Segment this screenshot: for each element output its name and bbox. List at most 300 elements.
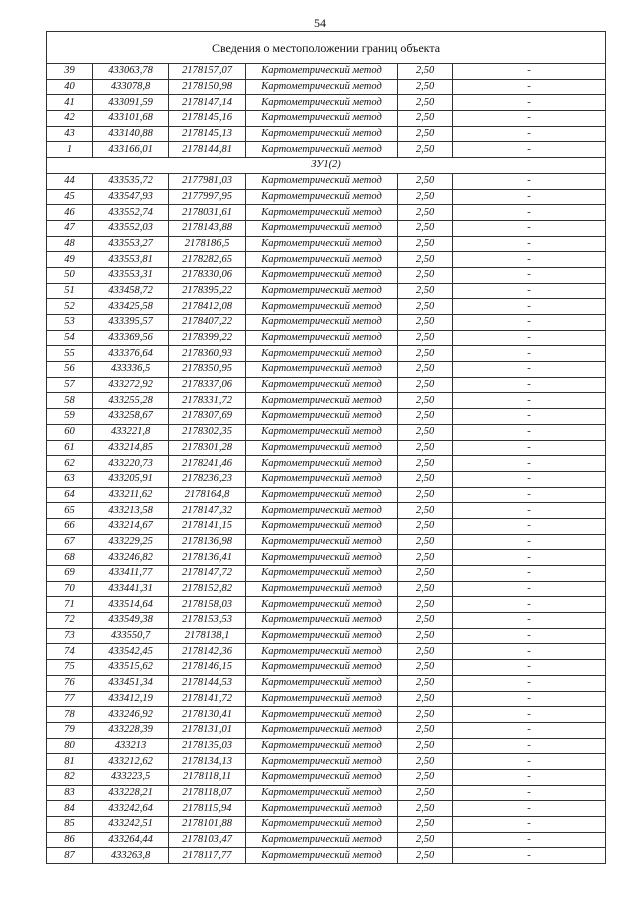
- y-coordinate-cell: 2178131,01: [169, 722, 246, 738]
- point-number-cell: 71: [47, 597, 93, 613]
- y-coordinate-cell: 2178145,16: [169, 111, 246, 127]
- y-coordinate-cell: 2178144,53: [169, 675, 246, 691]
- point-number-cell: 41: [47, 95, 93, 111]
- description-cell: -: [453, 236, 606, 252]
- description-cell: -: [453, 283, 606, 299]
- table-row: [47, 252, 606, 268]
- point-number-cell: 43: [47, 126, 93, 142]
- description-cell: -: [453, 79, 606, 95]
- method-cell: Картометрический метод: [246, 503, 398, 519]
- table-row: [47, 330, 606, 346]
- accuracy-cell: 2,50: [398, 581, 453, 597]
- table-row: [47, 283, 606, 299]
- table-title: Сведения о местоположении границ объекта: [47, 32, 606, 64]
- description-cell: -: [453, 299, 606, 315]
- y-coordinate-cell: 2178134,13: [169, 754, 246, 770]
- description-cell: -: [453, 722, 606, 738]
- x-coordinate-cell: 433213,58: [93, 503, 169, 519]
- description-cell: -: [453, 738, 606, 754]
- point-number-cell: 67: [47, 534, 93, 550]
- table-row: [47, 173, 606, 189]
- x-coordinate-cell: 433369,56: [93, 330, 169, 346]
- table-row: [47, 738, 606, 754]
- y-coordinate-cell: 2178135,03: [169, 738, 246, 754]
- accuracy-cell: 2,50: [398, 236, 453, 252]
- method-cell: Картометрический метод: [246, 95, 398, 111]
- method-cell: Картометрический метод: [246, 628, 398, 644]
- page-number: 54: [314, 16, 326, 30]
- y-coordinate-cell: 2178301,28: [169, 440, 246, 456]
- x-coordinate-cell: 433264,44: [93, 832, 169, 848]
- point-number-cell: 47: [47, 220, 93, 236]
- y-coordinate-cell: 2178337,06: [169, 377, 246, 393]
- table-row: [47, 691, 606, 707]
- x-coordinate-cell: 433242,64: [93, 801, 169, 817]
- y-coordinate-cell: 2178302,35: [169, 424, 246, 440]
- accuracy-cell: 2,50: [398, 675, 453, 691]
- accuracy-cell: 2,50: [398, 252, 453, 268]
- accuracy-cell: 2,50: [398, 377, 453, 393]
- y-coordinate-cell: 2178157,07: [169, 64, 246, 80]
- table-row: [47, 299, 606, 315]
- description-cell: -: [453, 691, 606, 707]
- description-cell: -: [453, 362, 606, 378]
- table-row: [47, 660, 606, 676]
- description-cell: -: [453, 848, 606, 864]
- x-coordinate-cell: 433213: [93, 738, 169, 754]
- accuracy-cell: 2,50: [398, 315, 453, 331]
- method-cell: Картометрический метод: [246, 393, 398, 409]
- table-row: [47, 644, 606, 660]
- table-row: [47, 236, 606, 252]
- point-number-cell: 59: [47, 409, 93, 425]
- table-row: [47, 189, 606, 205]
- accuracy-cell: 2,50: [398, 550, 453, 566]
- description-cell: -: [453, 189, 606, 205]
- y-coordinate-cell: 2178031,61: [169, 205, 246, 221]
- section-label: ЗУ1(2): [47, 158, 606, 174]
- x-coordinate-cell: 433228,39: [93, 722, 169, 738]
- table-row: [47, 424, 606, 440]
- section-row: [47, 158, 606, 174]
- accuracy-cell: 2,50: [398, 205, 453, 221]
- table-row: [47, 377, 606, 393]
- method-cell: Картометрический метод: [246, 362, 398, 378]
- point-number-cell: 50: [47, 267, 93, 283]
- point-number-cell: 39: [47, 64, 93, 80]
- description-cell: -: [453, 832, 606, 848]
- method-cell: Картометрический метод: [246, 518, 398, 534]
- x-coordinate-cell: 433553,27: [93, 236, 169, 252]
- x-coordinate-cell: 433063,78: [93, 64, 169, 80]
- x-coordinate-cell: 433229,25: [93, 534, 169, 550]
- table-row: [47, 315, 606, 331]
- description-cell: -: [453, 95, 606, 111]
- description-cell: -: [453, 205, 606, 221]
- table-row: [47, 534, 606, 550]
- table-row: [47, 205, 606, 221]
- y-coordinate-cell: 2178141,72: [169, 691, 246, 707]
- accuracy-cell: 2,50: [398, 330, 453, 346]
- x-coordinate-cell: 433553,31: [93, 267, 169, 283]
- table-row: [47, 722, 606, 738]
- table-row: [47, 142, 606, 158]
- description-cell: -: [453, 440, 606, 456]
- accuracy-cell: 2,50: [398, 534, 453, 550]
- point-number-cell: 44: [47, 173, 93, 189]
- x-coordinate-cell: 433549,38: [93, 613, 169, 629]
- table-row: [47, 95, 606, 111]
- point-number-cell: 75: [47, 660, 93, 676]
- x-coordinate-cell: 433214,85: [93, 440, 169, 456]
- table-row: [47, 597, 606, 613]
- method-cell: Картометрический метод: [246, 377, 398, 393]
- y-coordinate-cell: 2178118,07: [169, 785, 246, 801]
- y-coordinate-cell: 2178147,32: [169, 503, 246, 519]
- accuracy-cell: 2,50: [398, 79, 453, 95]
- description-cell: -: [453, 252, 606, 268]
- description-cell: -: [453, 581, 606, 597]
- accuracy-cell: 2,50: [398, 362, 453, 378]
- x-coordinate-cell: 433412,19: [93, 691, 169, 707]
- description-cell: -: [453, 142, 606, 158]
- x-coordinate-cell: 433228,21: [93, 785, 169, 801]
- point-number-cell: 49: [47, 252, 93, 268]
- method-cell: Картометрический метод: [246, 738, 398, 754]
- point-number-cell: 57: [47, 377, 93, 393]
- y-coordinate-cell: 2178164,8: [169, 487, 246, 503]
- y-coordinate-cell: 2178147,14: [169, 95, 246, 111]
- point-number-cell: 52: [47, 299, 93, 315]
- method-cell: Картометрический метод: [246, 409, 398, 425]
- table-row: [47, 487, 606, 503]
- table-row: [47, 581, 606, 597]
- method-cell: Картометрический метод: [246, 471, 398, 487]
- x-coordinate-cell: 433441,31: [93, 581, 169, 597]
- description-cell: -: [453, 613, 606, 629]
- y-coordinate-cell: 2178412,08: [169, 299, 246, 315]
- y-coordinate-cell: 2178282,65: [169, 252, 246, 268]
- y-coordinate-cell: 2178103,47: [169, 832, 246, 848]
- method-cell: Картометрический метод: [246, 848, 398, 864]
- y-coordinate-cell: 2178331,72: [169, 393, 246, 409]
- accuracy-cell: 2,50: [398, 691, 453, 707]
- method-cell: Картометрический метод: [246, 440, 398, 456]
- x-coordinate-cell: 433458,72: [93, 283, 169, 299]
- x-coordinate-cell: 433552,74: [93, 205, 169, 221]
- y-coordinate-cell: 2178115,94: [169, 801, 246, 817]
- description-cell: -: [453, 801, 606, 817]
- point-number-cell: 45: [47, 189, 93, 205]
- accuracy-cell: 2,50: [398, 785, 453, 801]
- y-coordinate-cell: 2178150,98: [169, 79, 246, 95]
- accuracy-cell: 2,50: [398, 801, 453, 817]
- description-cell: -: [453, 660, 606, 676]
- table-row: [47, 801, 606, 817]
- method-cell: Картометрический метод: [246, 64, 398, 80]
- x-coordinate-cell: 433451,34: [93, 675, 169, 691]
- description-cell: -: [453, 597, 606, 613]
- x-coordinate-cell: 433166,01: [93, 142, 169, 158]
- x-coordinate-cell: 433211,62: [93, 487, 169, 503]
- x-coordinate-cell: 433411,77: [93, 566, 169, 582]
- y-coordinate-cell: 2177981,03: [169, 173, 246, 189]
- method-cell: Картометрический метод: [246, 456, 398, 472]
- description-cell: -: [453, 503, 606, 519]
- y-coordinate-cell: 2178145,13: [169, 126, 246, 142]
- table-row: [47, 440, 606, 456]
- method-cell: Картометрический метод: [246, 189, 398, 205]
- y-coordinate-cell: 2178350,95: [169, 362, 246, 378]
- method-cell: Картометрический метод: [246, 424, 398, 440]
- table-row: [47, 754, 606, 770]
- method-cell: Картометрический метод: [246, 832, 398, 848]
- point-number-cell: 40: [47, 79, 93, 95]
- table-row: [47, 550, 606, 566]
- x-coordinate-cell: 433552,03: [93, 220, 169, 236]
- accuracy-cell: 2,50: [398, 817, 453, 833]
- x-coordinate-cell: 433376,64: [93, 346, 169, 362]
- point-number-cell: 55: [47, 346, 93, 362]
- description-cell: -: [453, 644, 606, 660]
- description-cell: -: [453, 424, 606, 440]
- y-coordinate-cell: 2178117,77: [169, 848, 246, 864]
- point-number-cell: 77: [47, 691, 93, 707]
- accuracy-cell: 2,50: [398, 722, 453, 738]
- description-cell: -: [453, 769, 606, 785]
- table-row: [47, 675, 606, 691]
- x-coordinate-cell: 433212,62: [93, 754, 169, 770]
- method-cell: Картометрический метод: [246, 205, 398, 221]
- y-coordinate-cell: 2178144,81: [169, 142, 246, 158]
- description-cell: -: [453, 754, 606, 770]
- x-coordinate-cell: 433205,91: [93, 471, 169, 487]
- method-cell: Картометрический метод: [246, 79, 398, 95]
- point-number-cell: 51: [47, 283, 93, 299]
- table-row: [47, 362, 606, 378]
- description-cell: -: [453, 330, 606, 346]
- accuracy-cell: 2,50: [398, 613, 453, 629]
- accuracy-cell: 2,50: [398, 267, 453, 283]
- point-number-cell: 87: [47, 848, 93, 864]
- point-number-cell: 84: [47, 801, 93, 817]
- boundary-coordinates-table: [46, 31, 606, 864]
- table-row: [47, 518, 606, 534]
- point-number-cell: 48: [47, 236, 93, 252]
- table-row: [47, 220, 606, 236]
- table-row: [47, 707, 606, 723]
- y-coordinate-cell: 2178307,69: [169, 409, 246, 425]
- x-coordinate-cell: 433272,92: [93, 377, 169, 393]
- accuracy-cell: 2,50: [398, 769, 453, 785]
- description-cell: -: [453, 550, 606, 566]
- accuracy-cell: 2,50: [398, 518, 453, 534]
- point-number-cell: 1: [47, 142, 93, 158]
- accuracy-cell: 2,50: [398, 126, 453, 142]
- x-coordinate-cell: 433091,59: [93, 95, 169, 111]
- description-cell: -: [453, 817, 606, 833]
- accuracy-cell: 2,50: [398, 409, 453, 425]
- method-cell: Картометрический метод: [246, 220, 398, 236]
- table-row: [47, 267, 606, 283]
- point-number-cell: 56: [47, 362, 93, 378]
- table-row: [47, 613, 606, 629]
- accuracy-cell: 2,50: [398, 95, 453, 111]
- description-cell: -: [453, 471, 606, 487]
- point-number-cell: 61: [47, 440, 93, 456]
- method-cell: Картометрический метод: [246, 675, 398, 691]
- method-cell: Картометрический метод: [246, 173, 398, 189]
- x-coordinate-cell: 433140,88: [93, 126, 169, 142]
- point-number-cell: 63: [47, 471, 93, 487]
- method-cell: Картометрический метод: [246, 581, 398, 597]
- description-cell: -: [453, 111, 606, 127]
- y-coordinate-cell: 2178130,41: [169, 707, 246, 723]
- x-coordinate-cell: 433246,82: [93, 550, 169, 566]
- table-row: [47, 848, 606, 864]
- y-coordinate-cell: 2178142,36: [169, 644, 246, 660]
- table-row: [47, 471, 606, 487]
- point-number-cell: 73: [47, 628, 93, 644]
- accuracy-cell: 2,50: [398, 111, 453, 127]
- y-coordinate-cell: 2178141,15: [169, 518, 246, 534]
- method-cell: Картометрический метод: [246, 817, 398, 833]
- point-number-cell: 85: [47, 817, 93, 833]
- point-number-cell: 54: [47, 330, 93, 346]
- accuracy-cell: 2,50: [398, 754, 453, 770]
- method-cell: Картометрический метод: [246, 315, 398, 331]
- description-cell: -: [453, 377, 606, 393]
- description-cell: -: [453, 628, 606, 644]
- method-cell: Картометрический метод: [246, 660, 398, 676]
- y-coordinate-cell: 2178399,22: [169, 330, 246, 346]
- point-number-cell: 81: [47, 754, 93, 770]
- y-coordinate-cell: 2178146,15: [169, 660, 246, 676]
- method-cell: Картометрический метод: [246, 299, 398, 315]
- method-cell: Картометрический метод: [246, 691, 398, 707]
- description-cell: -: [453, 409, 606, 425]
- table-row: [47, 785, 606, 801]
- point-number-cell: 76: [47, 675, 93, 691]
- method-cell: Картометрический метод: [246, 330, 398, 346]
- y-coordinate-cell: 2178407,22: [169, 315, 246, 331]
- x-coordinate-cell: 433078,8: [93, 79, 169, 95]
- x-coordinate-cell: 433535,72: [93, 173, 169, 189]
- y-coordinate-cell: 2178153,53: [169, 613, 246, 629]
- y-coordinate-cell: 2178152,82: [169, 581, 246, 597]
- method-cell: Картометрический метод: [246, 769, 398, 785]
- y-coordinate-cell: 2178138,1: [169, 628, 246, 644]
- y-coordinate-cell: 2178360,93: [169, 346, 246, 362]
- point-number-cell: 86: [47, 832, 93, 848]
- description-cell: -: [453, 173, 606, 189]
- description-cell: -: [453, 487, 606, 503]
- method-cell: Картометрический метод: [246, 613, 398, 629]
- point-number-cell: 42: [47, 111, 93, 127]
- accuracy-cell: 2,50: [398, 456, 453, 472]
- accuracy-cell: 2,50: [398, 487, 453, 503]
- point-number-cell: 70: [47, 581, 93, 597]
- method-cell: Картометрический метод: [246, 785, 398, 801]
- x-coordinate-cell: 433214,67: [93, 518, 169, 534]
- description-cell: -: [453, 346, 606, 362]
- y-coordinate-cell: 2178241,46: [169, 456, 246, 472]
- method-cell: Картометрический метод: [246, 252, 398, 268]
- point-number-cell: 72: [47, 613, 93, 629]
- accuracy-cell: 2,50: [398, 393, 453, 409]
- accuracy-cell: 2,50: [398, 142, 453, 158]
- x-coordinate-cell: 433258,67: [93, 409, 169, 425]
- method-cell: Картометрический метод: [246, 111, 398, 127]
- description-cell: -: [453, 315, 606, 331]
- accuracy-cell: 2,50: [398, 707, 453, 723]
- point-number-cell: 69: [47, 566, 93, 582]
- x-coordinate-cell: 433242,51: [93, 817, 169, 833]
- point-number-cell: 79: [47, 722, 93, 738]
- method-cell: Картометрический метод: [246, 801, 398, 817]
- x-coordinate-cell: 433425,58: [93, 299, 169, 315]
- table-row: [47, 409, 606, 425]
- table-row: [47, 111, 606, 127]
- point-number-cell: 46: [47, 205, 93, 221]
- method-cell: Картометрический метод: [246, 283, 398, 299]
- method-cell: Картометрический метод: [246, 597, 398, 613]
- accuracy-cell: 2,50: [398, 832, 453, 848]
- point-number-cell: 78: [47, 707, 93, 723]
- description-cell: -: [453, 393, 606, 409]
- table-row: [47, 79, 606, 95]
- table-row: [47, 832, 606, 848]
- y-coordinate-cell: 2178186,5: [169, 236, 246, 252]
- description-cell: -: [453, 566, 606, 582]
- method-cell: Картометрический метод: [246, 142, 398, 158]
- table-row: [47, 393, 606, 409]
- y-coordinate-cell: 2178136,98: [169, 534, 246, 550]
- description-cell: -: [453, 456, 606, 472]
- method-cell: Картометрический метод: [246, 566, 398, 582]
- description-cell: -: [453, 126, 606, 142]
- y-coordinate-cell: 2178136,41: [169, 550, 246, 566]
- y-coordinate-cell: 2177997,95: [169, 189, 246, 205]
- point-number-cell: 62: [47, 456, 93, 472]
- accuracy-cell: 2,50: [398, 283, 453, 299]
- point-number-cell: 65: [47, 503, 93, 519]
- point-number-cell: 68: [47, 550, 93, 566]
- y-coordinate-cell: 2178101,88: [169, 817, 246, 833]
- point-number-cell: 74: [47, 644, 93, 660]
- method-cell: Картометрический метод: [246, 236, 398, 252]
- y-coordinate-cell: 2178147,72: [169, 566, 246, 582]
- accuracy-cell: 2,50: [398, 220, 453, 236]
- y-coordinate-cell: 2178330,06: [169, 267, 246, 283]
- method-cell: Картометрический метод: [246, 126, 398, 142]
- method-cell: Картометрический метод: [246, 722, 398, 738]
- accuracy-cell: 2,50: [398, 628, 453, 644]
- accuracy-cell: 2,50: [398, 173, 453, 189]
- accuracy-cell: 2,50: [398, 566, 453, 582]
- point-number-cell: 80: [47, 738, 93, 754]
- point-number-cell: 60: [47, 424, 93, 440]
- x-coordinate-cell: 433395,57: [93, 315, 169, 331]
- table-title-row: [47, 32, 606, 64]
- x-coordinate-cell: 433515,62: [93, 660, 169, 676]
- accuracy-cell: 2,50: [398, 471, 453, 487]
- accuracy-cell: 2,50: [398, 644, 453, 660]
- description-cell: -: [453, 675, 606, 691]
- description-cell: -: [453, 534, 606, 550]
- accuracy-cell: 2,50: [398, 299, 453, 315]
- table-row: [47, 769, 606, 785]
